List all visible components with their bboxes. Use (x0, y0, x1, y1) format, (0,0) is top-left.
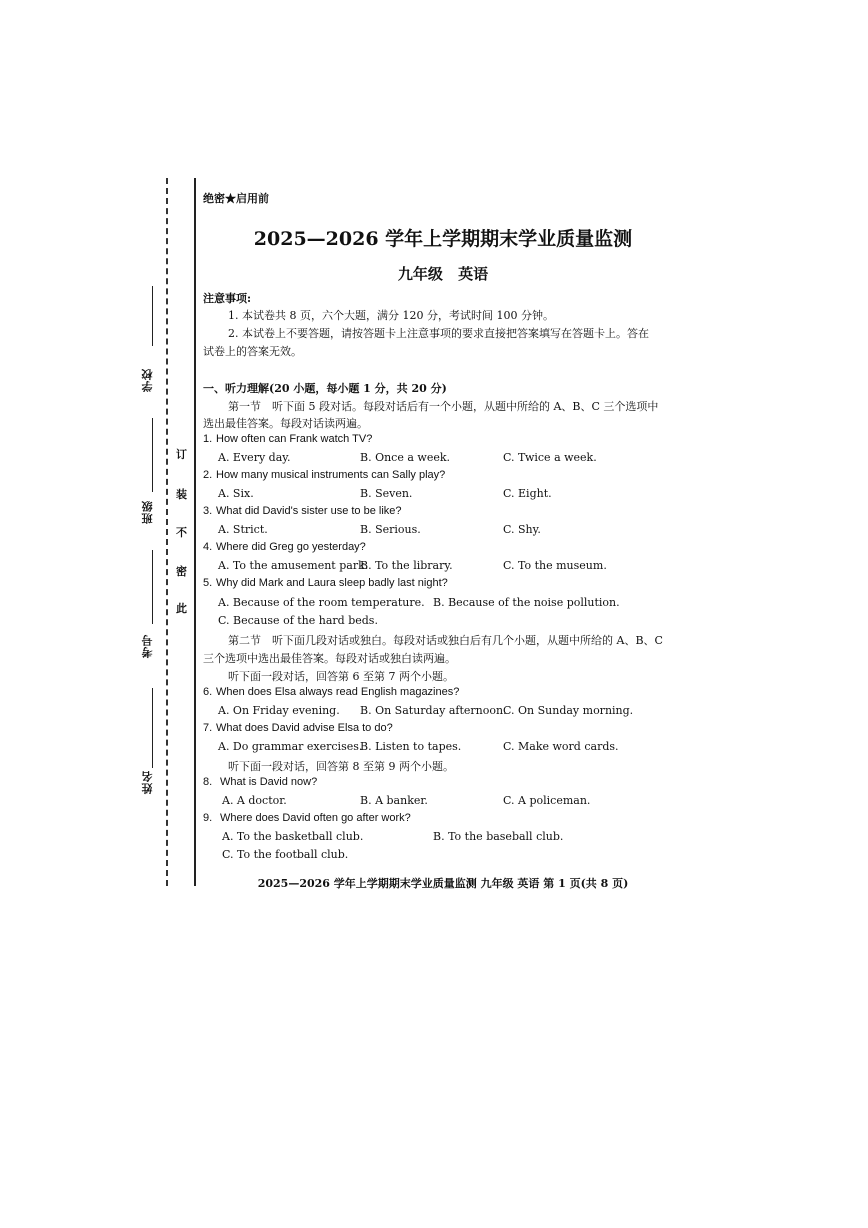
option-b: B. On Saturday afternoon. (360, 704, 507, 717)
exam-title: 2025—2026 学年上学期期末学业质量监测 (253, 228, 633, 250)
option-b: B. To the baseball club. (433, 830, 564, 843)
seal-char: 订 (176, 448, 187, 461)
seal-char: 装 (176, 488, 187, 501)
option-a: A. Every day. (218, 451, 291, 464)
option-a: A. On Friday evening. (218, 704, 340, 717)
option-b: B. Seven. (360, 487, 413, 500)
question-text: When does Elsa always read English magazines? (216, 686, 460, 698)
section-instruction: 第二节 听下面几段对话或独白。每段对话或独白后有几个小题，从题中所给的 A、B、C (228, 634, 663, 647)
page-footer: 2025—2026 学年上学期期末学业质量监测 九年级 英语 第 1 页(共 8 页) (257, 877, 629, 890)
notice-heading: 注意事项: (203, 292, 252, 305)
question-text: Why did Mark and Laura sleep badly last night? (216, 577, 448, 589)
question-number: 4. (203, 541, 213, 553)
option-a: A. Do grammar exercises. (218, 740, 363, 753)
school-blank (152, 286, 153, 346)
question-number: 2. (203, 469, 213, 481)
option-c: C. Twice a week. (503, 451, 597, 464)
listening-instruction: 听下面一段对话，回答第 8 至第 9 两个小题。 (228, 760, 454, 773)
question-number: 7. (203, 722, 213, 734)
option-a: A. To the amusement park. (218, 559, 369, 572)
question-text: What did David's sister use to be like? (216, 505, 402, 517)
name-blank (152, 688, 153, 768)
section-instruction: 第一节 听下面 5 段对话。每段对话后有一个小题，从题中所给的 A、B、C 三个选项中 (228, 400, 659, 413)
option-a: A. To the basketball club. (222, 830, 364, 843)
option-c: C. Eight. (503, 487, 552, 500)
notice-item: 1. 本试卷共 8 页，六个大题，满分 120 分，考试时间 100 分钟。 (228, 309, 554, 322)
question-text: Where did Greg go yesterday? (216, 541, 366, 553)
question-text: What does David advise Elsa to do? (216, 722, 393, 734)
section-heading: 一、听力理解(20 小题，每小题 1 分，共 20 分) (203, 382, 447, 395)
class-blank (152, 418, 153, 492)
class-label: 班级 (141, 500, 154, 524)
section-instruction: 选出最佳答案。每段对话读两遍。 (203, 417, 368, 430)
binding-dashed-line (166, 178, 168, 886)
school-label: 学校 (141, 368, 154, 392)
option-c: C. Because of the hard beds. (218, 614, 378, 627)
question-number: 5. (203, 577, 213, 589)
question-text: How many musical instruments can Sally play? (216, 469, 446, 481)
option-b: B. To the library. (360, 559, 453, 572)
exam-number-label: 考号 (141, 634, 154, 658)
section-instruction: 三个选项中选出最佳答案。每段对话或独白读两遍。 (203, 652, 456, 665)
question-number: 6. (203, 686, 213, 698)
question-text: Where does David often go after work? (220, 812, 411, 824)
question-number: 3. (203, 505, 213, 517)
binding-solid-line (194, 178, 196, 886)
exam-subtitle: 九年级 英语 (397, 265, 489, 283)
option-a: A. Strict. (218, 523, 268, 536)
option-b: B. Once a week. (360, 451, 450, 464)
option-c: C. Make word cards. (503, 740, 619, 753)
option-b: B. Listen to tapes. (360, 740, 462, 753)
seal-char: 不 (176, 526, 187, 539)
listening-instruction: 听下面一段对话，回答第 6 至第 7 两个小题。 (228, 670, 454, 683)
question-number: 1. (203, 433, 213, 445)
notice-item: 2. 本试卷上不要答题，请按答题卡上注意事项的要求直接把答案填写在答题卡上。答在 (228, 327, 649, 340)
seal-char: 密 (176, 565, 187, 578)
question-number: 9. (203, 812, 213, 824)
option-c: C. A policeman. (503, 794, 591, 807)
option-a: A. A doctor. (222, 794, 287, 807)
name-label: 姓名 (141, 770, 154, 794)
option-a: A. Because of the room temperature. (218, 596, 425, 609)
option-c: C. On Sunday morning. (503, 704, 634, 717)
notice-item: 试卷上的答案无效。 (203, 345, 302, 358)
question-number: 8. (203, 776, 213, 788)
option-b: B. Serious. (360, 523, 421, 536)
question-text: What is David now? (220, 776, 318, 788)
option-c: C. Shy. (503, 523, 541, 536)
exam-number-blank (152, 550, 153, 624)
option-b: B. A banker. (360, 794, 428, 807)
option-b: B. Because of the noise pollution. (433, 596, 620, 609)
option-c: C. To the museum. (503, 559, 607, 572)
secret-mark: 绝密★启用前 (203, 192, 269, 205)
seal-char: 此 (176, 602, 187, 615)
option-a: A. Six. (218, 487, 254, 500)
question-text: How often can Frank watch TV? (216, 433, 373, 445)
option-c: C. To the football club. (222, 848, 349, 861)
